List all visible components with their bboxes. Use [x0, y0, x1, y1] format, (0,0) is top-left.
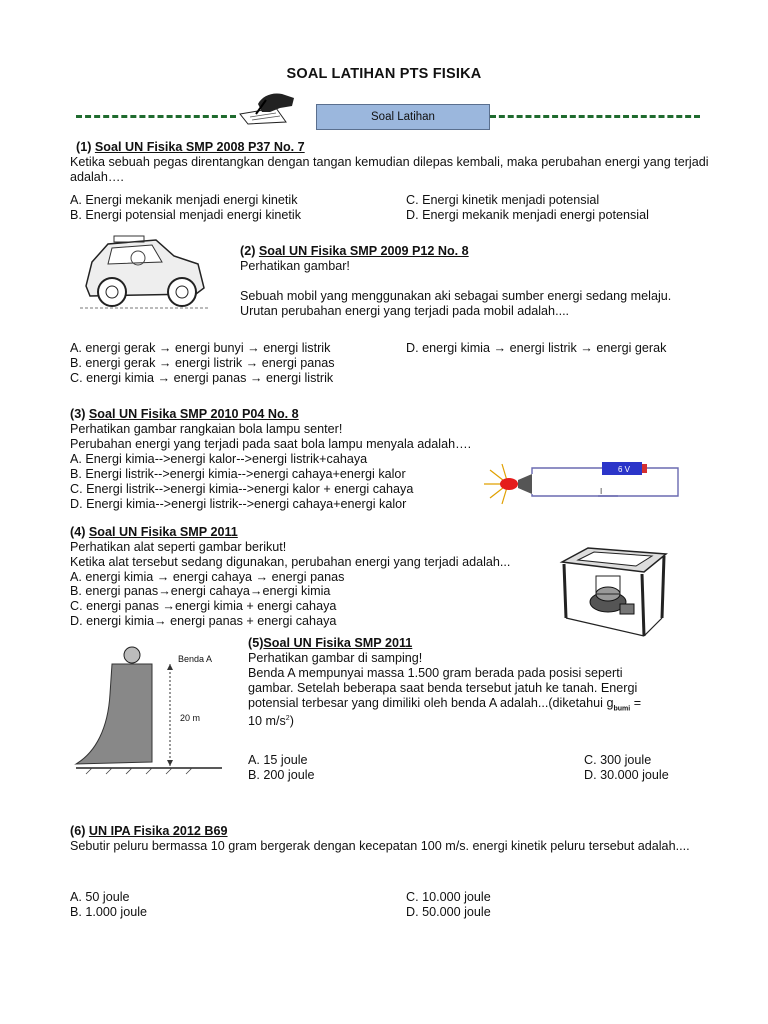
q4-option-d: D. energi kimia→ energi panas + energi cahaya: [70, 614, 337, 628]
q3-option-a: A. Energi kimia-->energi kalor-->energi listrik+cahaya: [70, 452, 368, 466]
flashlight-circuit-diagram: [478, 456, 688, 506]
page-title: SOAL LATIHAN PTS FISIKA: [286, 66, 482, 82]
q5-text-line-2: gambar. Setelah beberapa saat benda tersebut jatuh ke tanah. Energi: [248, 681, 638, 695]
q5-text-line-3a: potensial terbesar yang dimiliki oleh benda A adalah...(diketahui g: [248, 696, 614, 710]
height-label: 20 m: [180, 713, 201, 723]
q2-option-b: B. energi gerak → energi listrik → energi panas: [70, 356, 335, 370]
q1-number: (1): [76, 140, 92, 154]
q6-option-b: B. 1.000 joule: [70, 905, 148, 919]
q6-text: Sebutir peluru bermassa 10 gram bergerak dengan kecepatan 100 m/s. energi kinetik peluru tersebut adalah....: [70, 839, 690, 853]
car-illustration: [78, 234, 212, 316]
q2-option-d: D. energi kimia → energi listrik → energi gerak: [406, 341, 667, 355]
q1-source: Soal UN Fisika SMP 2008 P37 No. 7: [94, 140, 305, 154]
q4-option-c: C. energi panas →energi kimia + energi cahaya: [70, 599, 337, 613]
q3-number: (3): [70, 407, 86, 421]
q4-option-b: B. energi panas→energi cahaya→energi kimia: [70, 584, 331, 598]
q2-text: Sebuah mobil yang menggunakan aki sebagai sumber energi sedang melaju. Urutan perubahan energi yang terjadi pada mobil adalah....: [240, 289, 672, 318]
q4-header: [70, 525, 238, 540]
q5-option-d: D. 30.000 joule: [584, 768, 669, 782]
q2-number: (2): [240, 244, 256, 258]
q6-source: UN IPA Fisika 2012 B69: [88, 824, 228, 838]
q2-option-a: A. energi gerak → energi bunyi → energi listrik: [70, 341, 331, 355]
q6-header: [70, 824, 228, 839]
q5-source: Soal UN Fisika SMP 2011: [263, 636, 413, 650]
divider-right: [490, 115, 700, 118]
q3-option-d: D. Energi kimia-->energi listrik-->energi cahaya+energi kalor: [70, 497, 407, 511]
q6-option-a: A. 50 joule: [70, 890, 130, 904]
q5-option-a: A. 15 joule: [248, 753, 308, 767]
q4-number: (4): [70, 525, 86, 539]
q3-text: Perubahan energi yang terjadi pada saat bola lampu menyala adalah….: [70, 437, 472, 451]
q5-option-c: C. 300 joule: [584, 753, 652, 767]
benda-a-label: Benda A: [178, 654, 213, 664]
q1-text: Ketika sebuah pegas direntangkan dengan tangan kemudian dilepas kembali, maka perubahan energi yang terjadi adalah….: [70, 155, 709, 184]
q3-option-b: B. Energi listrik-->energi kimia-->energi cahaya+energi kalor: [70, 467, 406, 481]
battery-voltage-label: 6 V: [618, 465, 631, 474]
q5-text-line-4: [248, 711, 294, 729]
q5-text-line-3b: =: [630, 696, 642, 710]
q4-text: Ketika alat tersebut sedang digunakan, perubahan energi yang terjadi adalah...: [70, 555, 511, 569]
cliff-diagram: [72, 644, 232, 776]
q3-prompt: Perhatikan gambar rangkaian bola lampu senter!: [70, 422, 343, 436]
q5-text-line-1: Benda A mempunyai massa 1.500 gram berada pada posisi seperti: [248, 666, 623, 680]
q6-number: (6): [70, 824, 86, 838]
q5-g-subscript: bumi: [613, 705, 631, 713]
q4-option-a: A. energi kimia → energi cahaya → energi panas: [70, 570, 345, 584]
q4-prompt: Perhatikan alat seperti gambar berikut!: [70, 540, 287, 554]
q3-source: Soal UN Fisika SMP 2010 P04 No. 8: [88, 407, 299, 421]
q1-header: [76, 140, 305, 155]
q5-option-b: B. 200 joule: [248, 768, 315, 782]
q6-option-c: C. 10.000 joule: [406, 890, 491, 904]
q2-header: [240, 244, 469, 259]
q5-prompt: Perhatikan gambar di samping!: [248, 651, 423, 665]
q2-source: Soal UN Fisika SMP 2009 P12 No. 8: [258, 244, 469, 258]
q5-header: [248, 636, 412, 651]
current-label: I: [600, 487, 603, 496]
q6-option-d: D. 50.000 joule: [406, 905, 491, 919]
q3-header: [70, 407, 299, 422]
q4-source: Soal UN Fisika SMP 2011: [88, 525, 238, 539]
divider-left: [76, 115, 236, 118]
stove-illustration: [556, 546, 672, 638]
q1-option-a: A. Energi mekanik menjadi energi kinetik: [70, 193, 298, 207]
q1-option-d: D. Energi mekanik menjadi energi potensial: [406, 208, 649, 222]
writing-hand-icon: [236, 90, 298, 126]
q5-number: (5): [248, 636, 264, 650]
q5-text-line-3: [248, 696, 641, 717]
q2-prompt: Perhatikan gambar!: [240, 259, 350, 273]
q5-text-line-4b: ): [289, 714, 294, 729]
q1-option-b: B. Energi potensial menjadi energi kinetik: [70, 208, 302, 222]
q1-option-c: C. Energi kinetik menjadi potensial: [406, 193, 600, 207]
q5-superscript: 2: [285, 715, 290, 722]
q3-option-c: C. Energi listrik-->energi kimia-->energi kalor + energi cahaya: [70, 482, 414, 496]
q5-text-line-4a: 10 m/s: [248, 714, 286, 729]
q2-option-c: C. energi kimia → energi panas → energi listrik: [70, 371, 334, 385]
soal-latihan-banner: Soal Latihan: [316, 104, 490, 130]
